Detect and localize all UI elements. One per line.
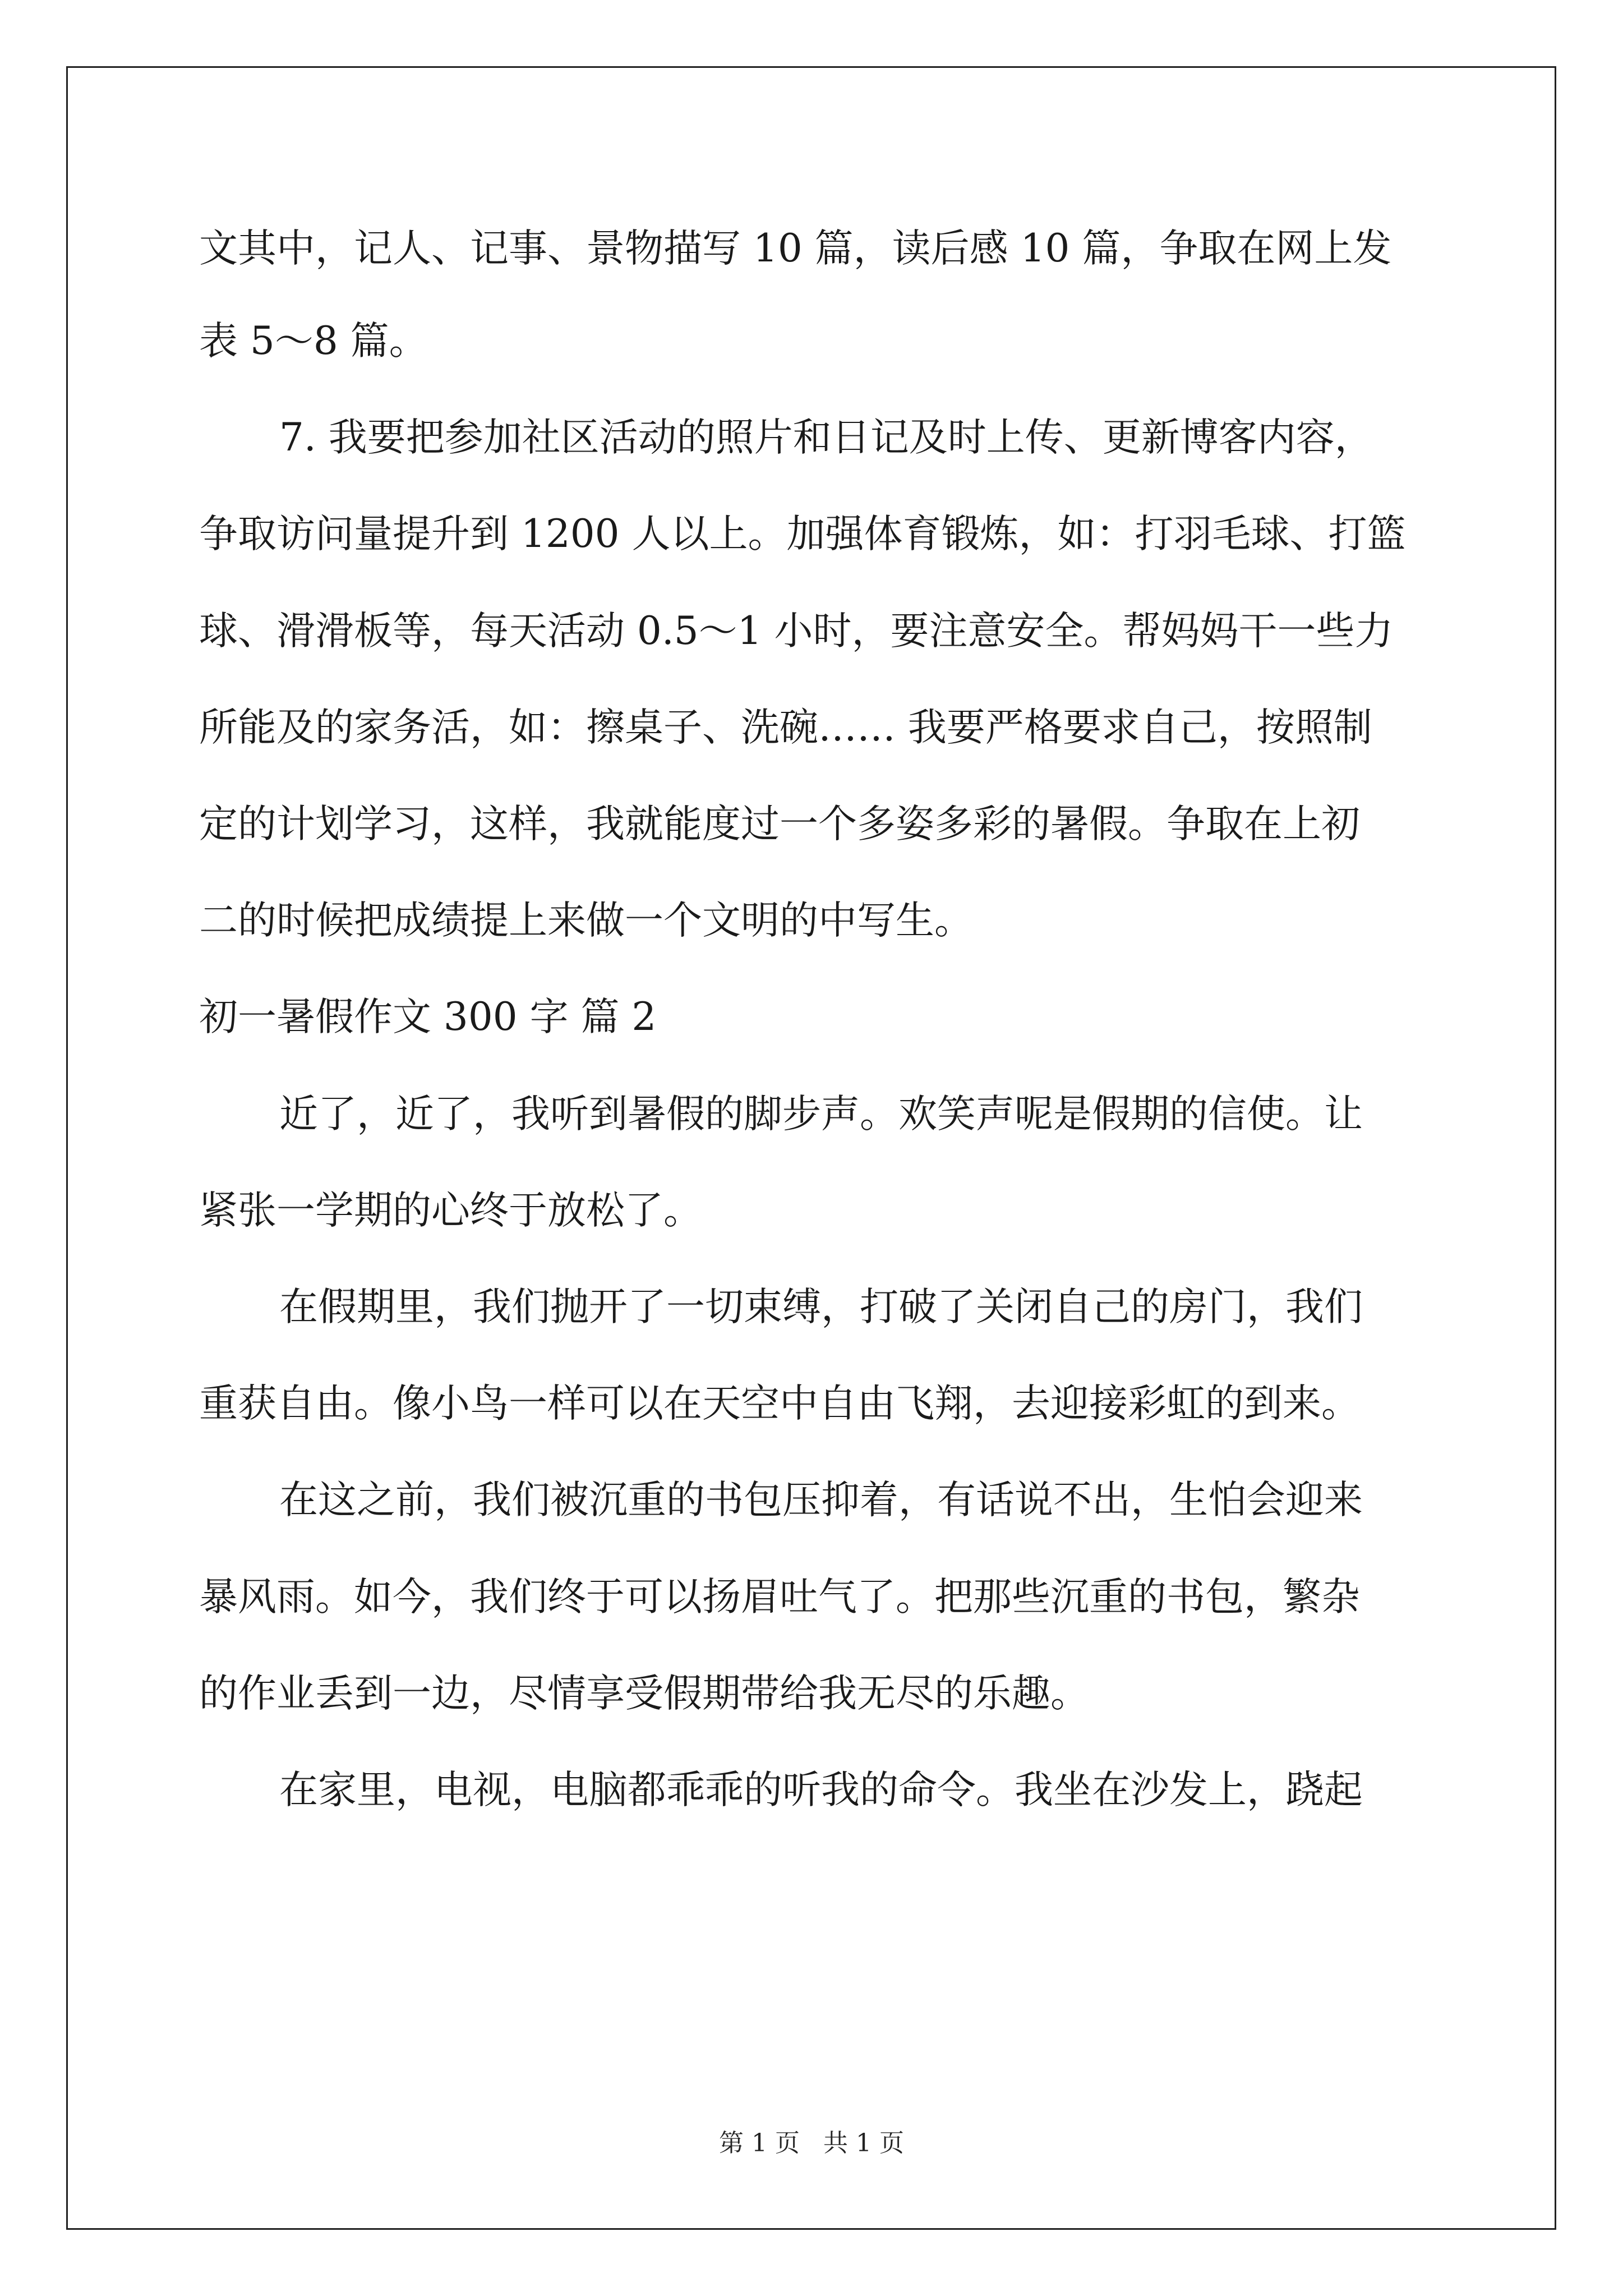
text-line: 在假期里，我们抛开了一切束缚，打破了关闭自己的房门，我们 bbox=[279, 1285, 1363, 1329]
text-line: 表 5～8 篇。 bbox=[199, 319, 428, 364]
text-line: 文其中，记人、记事、景物描写 10 篇，读后感 10 篇，争取在网上发 bbox=[199, 226, 1392, 271]
section-heading: 初一暑假作文 300 字 篇 2 bbox=[199, 995, 657, 1039]
text-line: 球、滑滑板等，每天活动 0.5～1 小时，要注意安全。帮妈妈干一些力 bbox=[199, 609, 1394, 654]
text-line: 7. 我要把参加社区活动的照片和日记及时上传、更新博客内容， bbox=[279, 415, 1373, 460]
text-line: 在这之前，我们被沉重的书包压抑着，有话说不出，生怕会迎来 bbox=[279, 1478, 1363, 1522]
text-line: 争取访问量提升到 1200 人以上。加强体育锻炼，如：打羽毛球、打篮 bbox=[199, 512, 1406, 556]
text-line: 紧张一学期的心终于放松了。 bbox=[199, 1188, 702, 1233]
text-line: 二的时候把成绩提上来做一个文明的中写生。 bbox=[199, 898, 973, 943]
page-footer: 第 1 页 共 1 页 bbox=[719, 2129, 904, 2157]
text-line: 所能及的家务活，如：擦桌子、洗碗…… 我要严格要求自己，按照制 bbox=[199, 705, 1372, 750]
text-line: 暴风雨。如今，我们终于可以扬眉吐气了。把那些沉重的书包，繁杂 bbox=[199, 1575, 1360, 1619]
text-line: 的作业丢到一边，尽情享受假期带给我无尽的乐趣。 bbox=[199, 1671, 1089, 1716]
page-border bbox=[66, 66, 1556, 2230]
text-line: 在家里，电视，电脑都乖乖的听我的命令。我坐在沙发上，跷起 bbox=[279, 1768, 1363, 1812]
text-line: 定的计划学习，这样，我就能度过一个多姿多彩的暑假。争取在上初 bbox=[199, 802, 1360, 846]
text-line: 重获自由。像小鸟一样可以在天空中自由飞翔，去迎接彩虹的到来。 bbox=[199, 1381, 1360, 1426]
text-line: 近了，近了，我听到暑假的脚步声。欢笑声呢是假期的信使。让 bbox=[279, 1092, 1363, 1137]
